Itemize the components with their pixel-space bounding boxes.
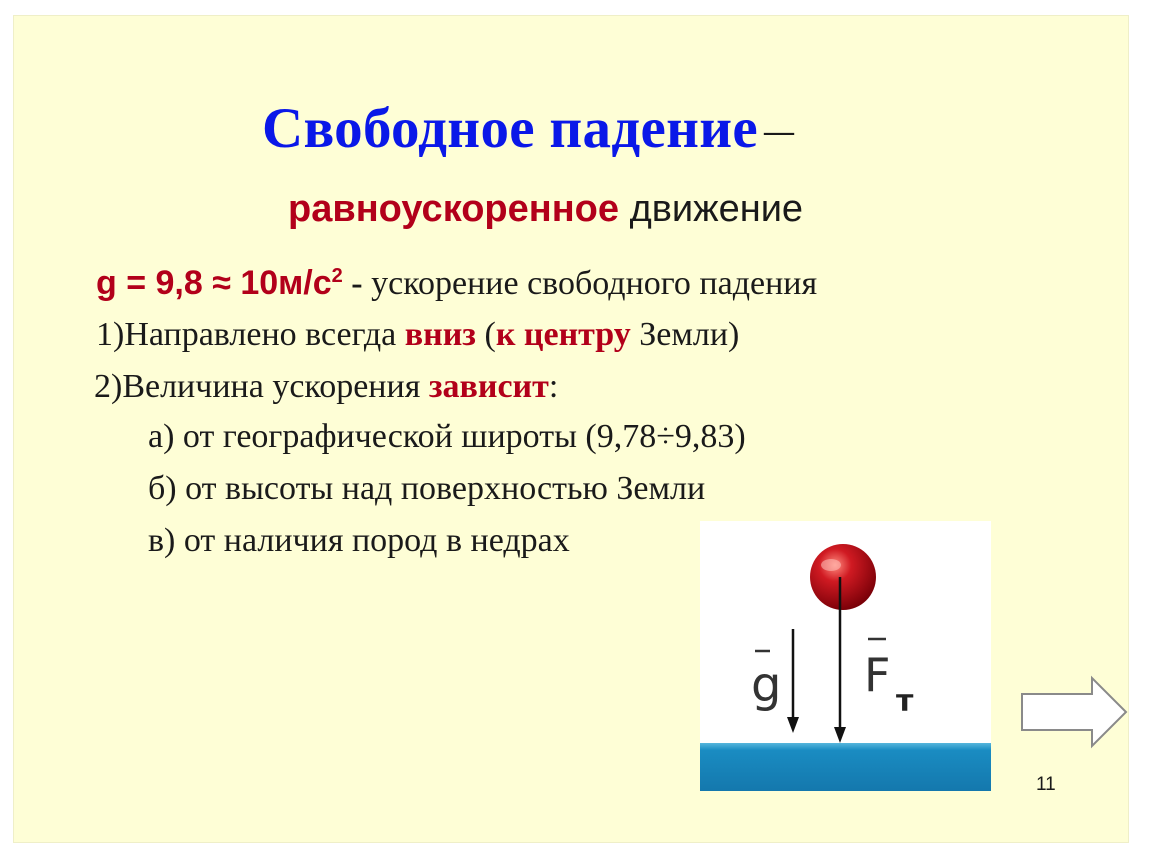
next-slide-button[interactable]	[1018, 674, 1130, 755]
point1-text-c: (	[475, 316, 496, 353]
title-dash: —	[763, 115, 795, 148]
subpoint-c: в) от наличия пород в недрах	[148, 522, 570, 559]
g-label: g	[751, 657, 782, 713]
acceleration-arrow	[787, 629, 799, 733]
point2-depends: зависит	[428, 368, 549, 405]
f-label: F	[864, 648, 891, 702]
formula-line	[96, 264, 817, 303]
title-text: Свободное падение	[262, 97, 758, 160]
point2-colon: :	[548, 368, 559, 405]
right-arrow-icon	[1018, 674, 1130, 750]
point1-center: к центру	[495, 316, 631, 353]
formula-g	[96, 264, 343, 302]
slide-title	[262, 96, 794, 161]
free-fall-figure	[700, 521, 991, 791]
point1-text-a: 1)Направлено всегда	[96, 316, 405, 353]
formula-text: g = 9,8 ≈ 10м/с	[96, 264, 332, 302]
free-fall-diagram	[700, 521, 991, 791]
subtitle-emphasis: равноускоренное	[288, 188, 620, 230]
formula-sup: 2	[331, 265, 343, 287]
formula-sep: -	[342, 265, 372, 302]
slide-subtitle	[288, 188, 803, 231]
point2-text-a: 2)Величина ускорения	[94, 368, 429, 405]
point-2	[94, 368, 558, 406]
ground	[700, 743, 991, 791]
subpoint-a: а) от географической широты (9,78÷9,83)	[148, 418, 746, 455]
subpoint-b: б) от высоты над поверхностью Земли	[148, 470, 706, 507]
page-number: 11	[1036, 774, 1056, 795]
subtitle-rest: движение	[619, 188, 804, 230]
ball	[810, 544, 876, 610]
ball-highlight	[821, 559, 841, 571]
formula-desc: ускорение свободного падения	[371, 265, 818, 302]
point1-down: вниз	[404, 316, 476, 353]
f-subscript: т	[896, 684, 914, 719]
point-1	[96, 316, 739, 354]
point1-text-e: Земли)	[630, 316, 740, 353]
